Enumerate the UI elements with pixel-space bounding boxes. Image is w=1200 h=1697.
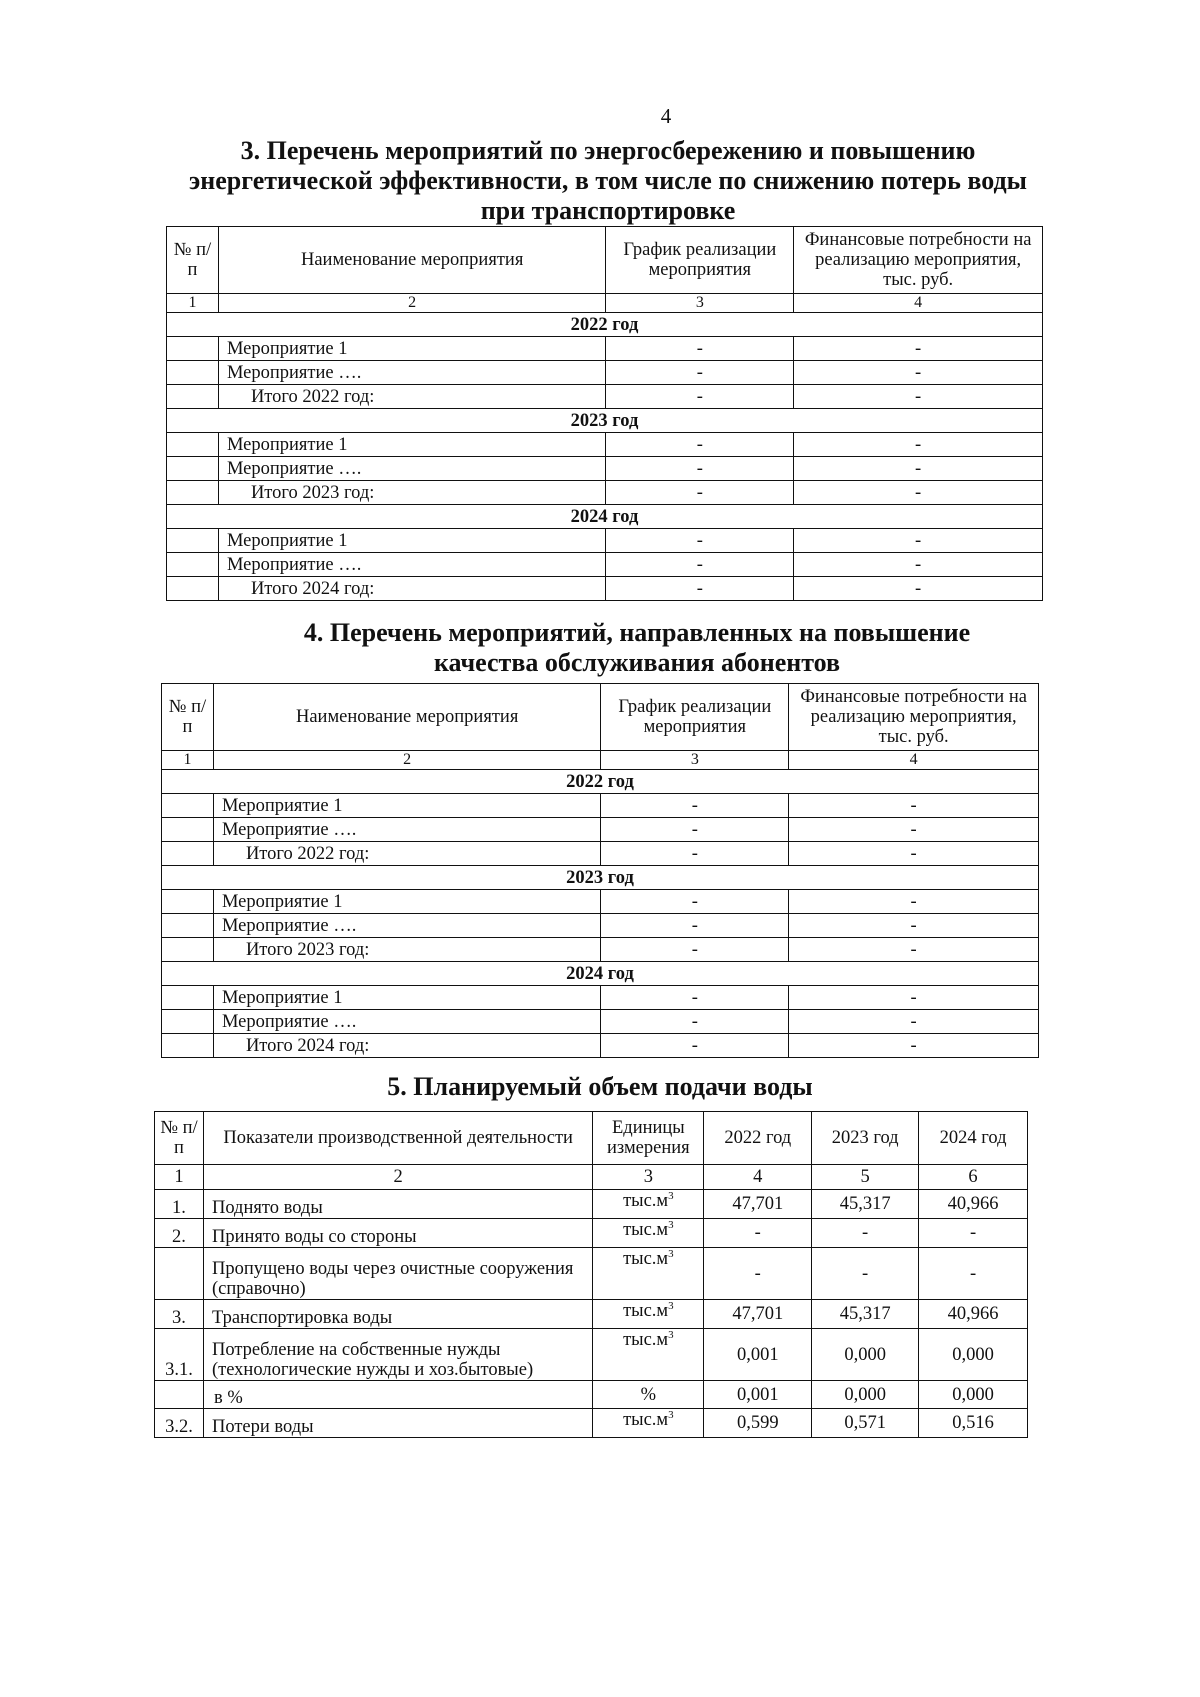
- col-header-number: № п/п: [167, 227, 219, 294]
- year-row: [167, 505, 1043, 529]
- finance-cell: -: [794, 361, 1043, 385]
- row-number: 1.: [155, 1190, 204, 1219]
- year-row: [162, 866, 1039, 890]
- activity-name: Мероприятие 1: [218, 529, 605, 553]
- schedule-cell: -: [601, 842, 789, 866]
- section-5-title: 5. Планируемый объем подачи воды: [387, 1072, 813, 1101]
- col-header-name: Наименование мероприятия: [213, 684, 600, 751]
- section-4-table: [161, 683, 1039, 1058]
- finance-cell: -: [789, 842, 1039, 866]
- col-header-finance: Финансовые потребности на реализацию мероприятия, тыс. руб.: [789, 684, 1039, 751]
- total-label: Итого 2023 год:: [213, 938, 600, 962]
- schedule-cell: -: [601, 1010, 789, 1034]
- row-number-cell: [162, 818, 214, 842]
- activity-row: [167, 337, 1043, 361]
- year-row: [162, 962, 1039, 986]
- row-number-cell: [167, 337, 219, 361]
- indicator-row: [155, 1248, 1028, 1300]
- schedule-cell: -: [606, 481, 794, 505]
- indicator-name: Транспортировка воды: [203, 1300, 592, 1329]
- total-row: [167, 481, 1043, 505]
- activity-name: Мероприятие 1: [213, 890, 600, 914]
- finance-cell: -: [789, 794, 1039, 818]
- schedule-cell: -: [606, 553, 794, 577]
- row-number: [155, 1248, 204, 1300]
- unit-cell: [593, 1190, 704, 1219]
- value-2024: 0,516: [919, 1409, 1028, 1438]
- unit-text: тыс.м: [623, 1220, 669, 1240]
- column-index: 1: [162, 751, 214, 770]
- row-number-cell: [167, 529, 219, 553]
- column-index: 3: [606, 294, 794, 313]
- column-index: 6: [919, 1165, 1028, 1190]
- column-index-row: [162, 751, 1039, 770]
- column-index: 4: [789, 751, 1039, 770]
- unit-superscript: 3: [668, 1408, 674, 1421]
- value-2022: 0,001: [704, 1381, 812, 1409]
- row-number-cell: [167, 433, 219, 457]
- activity-row: [167, 529, 1043, 553]
- activity-row: [162, 794, 1039, 818]
- unit-superscript: 3: [668, 1189, 674, 1202]
- indicator-row: [155, 1381, 1028, 1409]
- activity-name: Мероприятие 1: [218, 433, 605, 457]
- value-2022: 47,701: [704, 1300, 812, 1329]
- col-header-indicator: Показатели производственной деятельности: [203, 1112, 592, 1165]
- unit-text: тыс.м: [623, 1191, 669, 1211]
- year-heading: 2022 год: [162, 770, 1039, 794]
- year-heading: 2024 год: [167, 505, 1043, 529]
- schedule-cell: -: [601, 1034, 789, 1058]
- unit-cell: [593, 1219, 704, 1248]
- value-2024: -: [919, 1219, 1028, 1248]
- section-3-title: 3. Перечень мероприятий по энергосбережению и повышению энергетической эффективности, в том числе по снижению потерь воды при транспортировке: [189, 136, 1027, 225]
- total-row: [162, 1034, 1039, 1058]
- year-heading: 2023 год: [162, 866, 1039, 890]
- activity-name: Мероприятие ….: [213, 818, 600, 842]
- unit-superscript: 3: [668, 1328, 674, 1341]
- finance-cell: -: [789, 890, 1039, 914]
- activity-row: [162, 818, 1039, 842]
- row-number: 3.1.: [155, 1329, 204, 1381]
- col-header-unit: Единицы измерения: [593, 1112, 704, 1165]
- column-index: 5: [812, 1165, 919, 1190]
- value-2022: 0,001: [704, 1329, 812, 1381]
- col-header-2022: 2022 год: [704, 1112, 812, 1165]
- col-header-schedule: График реализации мероприятия: [606, 227, 794, 294]
- schedule-cell: -: [606, 529, 794, 553]
- unit-text: тыс.м: [623, 1301, 669, 1321]
- row-number-cell: [162, 938, 214, 962]
- column-index: 2: [213, 751, 600, 770]
- value-2024: 40,966: [919, 1190, 1028, 1219]
- row-number-cell: [167, 481, 219, 505]
- activity-row: [167, 553, 1043, 577]
- year-heading: 2022 год: [167, 313, 1043, 337]
- unit-text: тыс.м: [623, 1330, 669, 1350]
- column-index: 4: [794, 294, 1043, 313]
- indicator-row: [155, 1329, 1028, 1381]
- schedule-cell: -: [601, 914, 789, 938]
- activity-row: [167, 361, 1043, 385]
- unit-superscript: 3: [668, 1299, 674, 1312]
- total-label: Итого 2024 год:: [218, 577, 605, 601]
- row-number-cell: [162, 1010, 214, 1034]
- column-index-row: [167, 294, 1043, 313]
- col-header-number: № п/п: [155, 1112, 204, 1165]
- indicator-row: [155, 1190, 1028, 1219]
- value-2023: 45,317: [812, 1300, 919, 1329]
- total-row: [167, 577, 1043, 601]
- finance-cell: -: [794, 457, 1043, 481]
- value-2023: -: [812, 1219, 919, 1248]
- finance-cell: -: [789, 914, 1039, 938]
- col-header-schedule: График реализации мероприятия: [601, 684, 789, 751]
- column-index: 1: [167, 294, 219, 313]
- column-index-row: [155, 1165, 1028, 1190]
- finance-cell: -: [789, 1010, 1039, 1034]
- total-label: Итого 2024 год:: [213, 1034, 600, 1058]
- row-number-cell: [167, 457, 219, 481]
- finance-cell: -: [794, 529, 1043, 553]
- indicator-row: [155, 1219, 1028, 1248]
- row-number-cell: [162, 794, 214, 818]
- value-2023: 0,000: [812, 1381, 919, 1409]
- indicator-row: [155, 1409, 1028, 1438]
- year-row: [167, 409, 1043, 433]
- header-row: [167, 227, 1043, 294]
- value-2023: -: [812, 1248, 919, 1300]
- indicator-name: Потери воды: [203, 1409, 592, 1438]
- activity-name: Мероприятие ….: [218, 457, 605, 481]
- value-2023: 0,571: [812, 1409, 919, 1438]
- col-header-name: Наименование мероприятия: [218, 227, 605, 294]
- section-3-table: [166, 226, 1043, 601]
- indicator-name: Пропущено воды через очистные сооружения (справочно): [203, 1248, 592, 1300]
- page-number: 4: [660, 104, 672, 128]
- schedule-cell: -: [601, 818, 789, 842]
- row-number-cell: [167, 553, 219, 577]
- unit-cell: [593, 1300, 704, 1329]
- schedule-cell: -: [601, 986, 789, 1010]
- year-row: [162, 770, 1039, 794]
- unit-cell: [593, 1329, 704, 1381]
- total-row: [162, 842, 1039, 866]
- column-index: 4: [704, 1165, 812, 1190]
- indicator-name: Поднято воды: [203, 1190, 592, 1219]
- schedule-cell: -: [601, 794, 789, 818]
- finance-cell: -: [794, 385, 1043, 409]
- unit-text: тыс.м: [623, 1410, 669, 1430]
- finance-cell: -: [789, 986, 1039, 1010]
- column-index: 3: [601, 751, 789, 770]
- activity-row: [167, 433, 1043, 457]
- value-2024: 40,966: [919, 1300, 1028, 1329]
- column-index: 2: [218, 294, 605, 313]
- row-number-cell: [162, 890, 214, 914]
- total-label: Итого 2022 год:: [218, 385, 605, 409]
- schedule-cell: -: [601, 938, 789, 962]
- unit-text: тыс.м: [623, 1249, 669, 1269]
- total-label: Итого 2023 год:: [218, 481, 605, 505]
- unit-cell: %: [593, 1381, 704, 1409]
- indicator-row: [155, 1300, 1028, 1329]
- section-4-title: 4. Перечень мероприятий, направленных на повышение качества обслуживания абонентов: [303, 618, 971, 677]
- schedule-cell: -: [606, 433, 794, 457]
- unit-cell: [593, 1248, 704, 1300]
- indicator-name: Потребление на собственные нужды (технологические нужды и хоз.бытовые): [203, 1329, 592, 1381]
- indicator-name: в %: [203, 1381, 592, 1409]
- activity-name: Мероприятие ….: [213, 914, 600, 938]
- activity-row: [162, 1010, 1039, 1034]
- indicator-name: Принято воды со стороны: [203, 1219, 592, 1248]
- value-2022: 0,599: [704, 1409, 812, 1438]
- schedule-cell: -: [606, 385, 794, 409]
- schedule-cell: -: [606, 361, 794, 385]
- row-number: 2.: [155, 1219, 204, 1248]
- finance-cell: -: [789, 818, 1039, 842]
- value-2024: 0,000: [919, 1381, 1028, 1409]
- column-index: 1: [155, 1165, 204, 1190]
- activity-name: Мероприятие 1: [213, 794, 600, 818]
- row-number-cell: [162, 842, 214, 866]
- finance-cell: -: [794, 577, 1043, 601]
- schedule-cell: -: [601, 890, 789, 914]
- activity-name: Мероприятие 1: [213, 986, 600, 1010]
- col-header-finance: Финансовые потребности на реализацию мероприятия, тыс. руб.: [794, 227, 1043, 294]
- col-header-2023: 2023 год: [812, 1112, 919, 1165]
- row-number: 3.: [155, 1300, 204, 1329]
- header-row: [162, 684, 1039, 751]
- row-number-cell: [162, 986, 214, 1010]
- finance-cell: -: [789, 938, 1039, 962]
- activity-row: [162, 986, 1039, 1010]
- finance-cell: -: [794, 337, 1043, 361]
- col-header-2024: 2024 год: [919, 1112, 1028, 1165]
- year-row: [167, 313, 1043, 337]
- row-number-cell: [162, 1034, 214, 1058]
- finance-cell: -: [789, 1034, 1039, 1058]
- column-index: 2: [203, 1165, 592, 1190]
- activity-name: Мероприятие ….: [218, 553, 605, 577]
- col-header-number: № п/п: [162, 684, 214, 751]
- unit-superscript: 3: [668, 1218, 674, 1231]
- row-number-cell: [162, 914, 214, 938]
- row-number-cell: [167, 385, 219, 409]
- finance-cell: -: [794, 553, 1043, 577]
- finance-cell: -: [794, 433, 1043, 457]
- year-heading: 2024 год: [162, 962, 1039, 986]
- row-number: [155, 1381, 204, 1409]
- schedule-cell: -: [606, 577, 794, 601]
- unit-superscript: 3: [668, 1247, 674, 1260]
- schedule-cell: -: [606, 337, 794, 361]
- section-5-table: [154, 1111, 1028, 1438]
- year-heading: 2023 год: [167, 409, 1043, 433]
- value-2024: 0,000: [919, 1329, 1028, 1381]
- row-number: 3.2.: [155, 1409, 204, 1438]
- header-row: [155, 1112, 1028, 1165]
- activity-row: [167, 457, 1043, 481]
- row-number-cell: [167, 361, 219, 385]
- value-2024: -: [919, 1248, 1028, 1300]
- value-2023: 0,000: [812, 1329, 919, 1381]
- value-2022: -: [704, 1248, 812, 1300]
- value-2022: 47,701: [704, 1190, 812, 1219]
- value-2022: -: [704, 1219, 812, 1248]
- activity-name: Мероприятие 1: [218, 337, 605, 361]
- finance-cell: -: [794, 481, 1043, 505]
- total-row: [167, 385, 1043, 409]
- value-2023: 45,317: [812, 1190, 919, 1219]
- schedule-cell: -: [606, 457, 794, 481]
- activity-name: Мероприятие ….: [218, 361, 605, 385]
- unit-cell: [593, 1409, 704, 1438]
- activity-name: Мероприятие ….: [213, 1010, 600, 1034]
- activity-row: [162, 914, 1039, 938]
- activity-row: [162, 890, 1039, 914]
- total-label: Итого 2022 год:: [213, 842, 600, 866]
- row-number-cell: [167, 577, 219, 601]
- column-index: 3: [593, 1165, 704, 1190]
- total-row: [162, 938, 1039, 962]
